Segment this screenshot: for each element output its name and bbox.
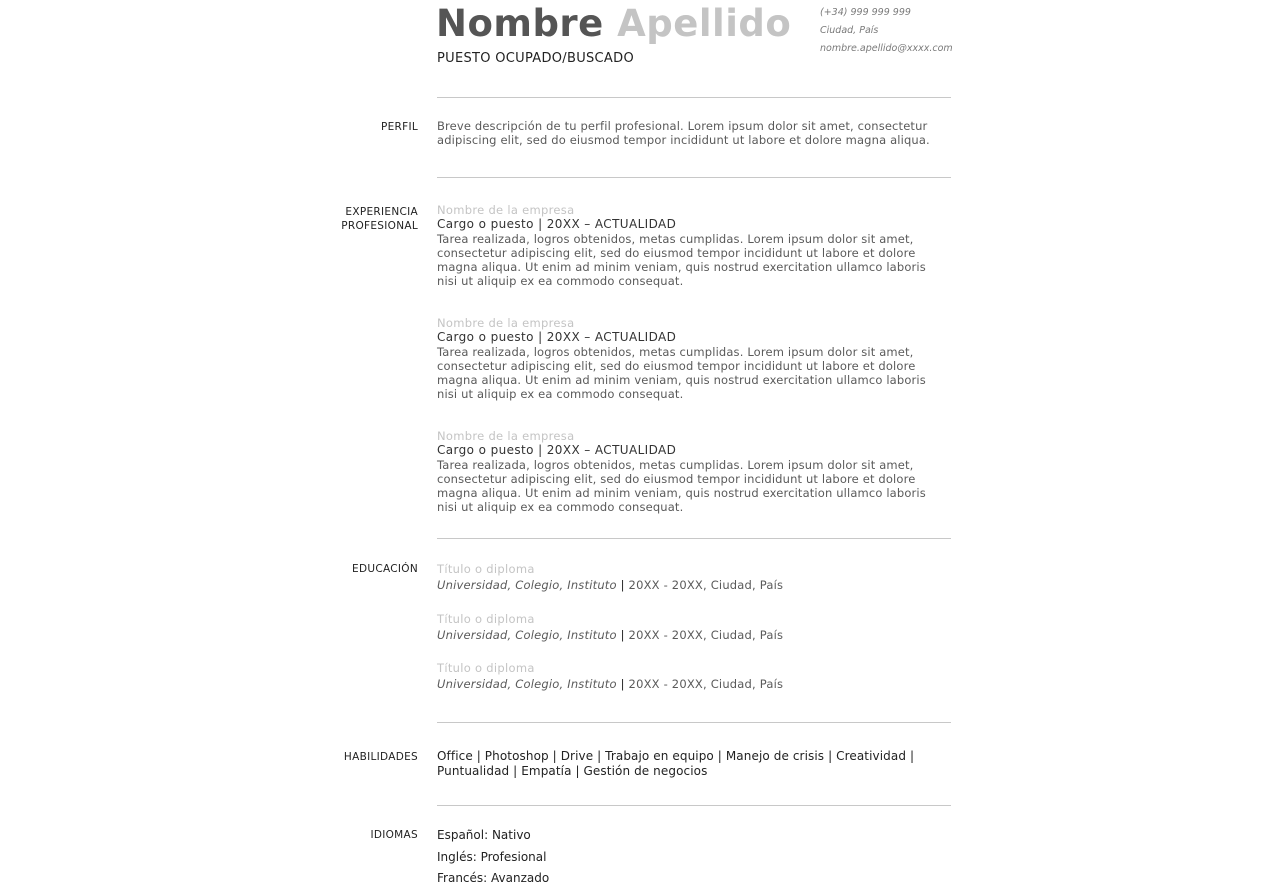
institution-name: Universidad, Colegio, Instituto: [437, 578, 617, 592]
divider: [437, 722, 951, 723]
languages-label: IDIOMAS: [370, 829, 418, 841]
role-line: Cargo o puesto | 20XX – ACTUALIDAD: [437, 443, 677, 458]
task-line: magna aliqua. Ut enim ad minim veniam, quis nostrud exercitation ullamco laboris: [437, 260, 926, 275]
divider: [437, 805, 951, 806]
skills-line: Office | Photoshop | Drive | Trabajo en equipo | Manejo de crisis | Creatividad |: [437, 749, 915, 763]
company-name: Nombre de la empresa: [437, 429, 575, 443]
task-line: Tarea realizada, logros obtenidos, metas cumplidas. Lorem ipsum dolor sit amet,: [437, 231, 914, 246]
role-line: Cargo o puesto | 20XX – ACTUALIDAD: [437, 330, 677, 345]
location-text: Ciudad, País: [820, 25, 879, 36]
experience-label: [341, 205, 418, 233]
task-line: consectetur adipiscing elit, sed do eiusmod tempor incididunt ut labore et dolore: [437, 245, 916, 260]
education-details: [437, 676, 937, 692]
position-title: PUESTO OCUPADO/BUSCADO: [437, 51, 634, 66]
education-details: [437, 627, 937, 643]
education-item: [437, 660, 937, 692]
language-item: Inglés: Profesional: [437, 850, 547, 864]
degree-title: Título o diploma: [437, 562, 535, 576]
contact-block: [820, 6, 953, 60]
education-details: [437, 577, 937, 593]
education-item: [437, 611, 937, 643]
education-dates: 20XX - 20XX, Ciudad, País: [628, 677, 784, 691]
task-line: consectetur adipiscing elit, sed do eiusmod tempor incididunt ut labore et dolore: [437, 358, 916, 373]
task-line: nisi ut aliquip ex ea commodo consequat.: [437, 500, 684, 515]
task-line: Tarea realizada, logros obtenidos, metas cumplidas. Lorem ipsum dolor sit amet,: [437, 344, 914, 359]
profile-label: PERFIL: [380, 121, 418, 133]
company-name: Nombre de la empresa: [437, 316, 575, 330]
task-line: Tarea realizada, logros obtenidos, metas cumplidas. Lorem ipsum dolor sit amet,: [437, 457, 914, 472]
separator: |: [620, 578, 625, 592]
profile-text: [437, 119, 951, 148]
profile-line: adipiscing elit, sed do eiusmod tempor incididunt ut labore et dolore magna aliqua.: [437, 133, 930, 148]
profile-line: Breve descripción de tu perfil profesional. Lorem ipsum dolor sit amet, consectetur: [437, 119, 928, 133]
divider: [437, 538, 951, 539]
skills-label: HABILIDADES: [343, 751, 418, 763]
divider: [437, 97, 951, 98]
institution-name: Universidad, Colegio, Instituto: [437, 677, 617, 691]
experience-item: [437, 203, 937, 289]
education-dates: 20XX - 20XX, Ciudad, País: [628, 628, 784, 642]
education-label: EDUCACIÓN: [352, 563, 418, 575]
language-item: Francés: Avanzado: [437, 871, 550, 885]
email-text: nombre.apellido@xxxx.com: [820, 43, 953, 54]
company-name: Nombre de la empresa: [437, 203, 575, 217]
task-line: nisi ut aliquip ex ea commodo consequat.: [437, 274, 684, 289]
experience-item: [437, 316, 937, 402]
skills-list: [437, 749, 937, 779]
experience-label-line: EXPERIENCIA: [345, 206, 418, 218]
task-line: magna aliqua. Ut enim ad minim veniam, quis nostrud exercitation ullamco laboris: [437, 486, 926, 501]
language-item: Español: Nativo: [437, 828, 531, 842]
task-line: magna aliqua. Ut enim ad minim veniam, quis nostrud exercitation ullamco laboris: [437, 373, 926, 388]
experience-item: [437, 429, 937, 515]
degree-title: Título o diploma: [437, 661, 535, 675]
first-name: Nombre: [436, 2, 604, 45]
divider: [437, 177, 951, 178]
task-line: consectetur adipiscing elit, sed do eiusmod tempor incididunt ut labore et dolore: [437, 471, 916, 486]
degree-title: Título o diploma: [437, 612, 535, 626]
institution-name: Universidad, Colegio, Instituto: [437, 628, 617, 642]
education-item: [437, 561, 937, 593]
full-name: [436, 2, 791, 45]
education-dates: 20XX - 20XX, Ciudad, País: [628, 578, 784, 592]
last-name: Apellido: [617, 2, 792, 45]
experience-label-line: PROFESIONAL: [341, 220, 418, 232]
role-line: Cargo o puesto | 20XX – ACTUALIDAD: [437, 217, 677, 232]
skills-line: Puntualidad | Empatía | Gestión de negocios: [437, 763, 708, 778]
separator: |: [620, 628, 625, 642]
phone-text: (+34) 999 999 999: [820, 7, 911, 18]
separator: |: [620, 677, 625, 691]
task-line: nisi ut aliquip ex ea commodo consequat.: [437, 387, 684, 402]
